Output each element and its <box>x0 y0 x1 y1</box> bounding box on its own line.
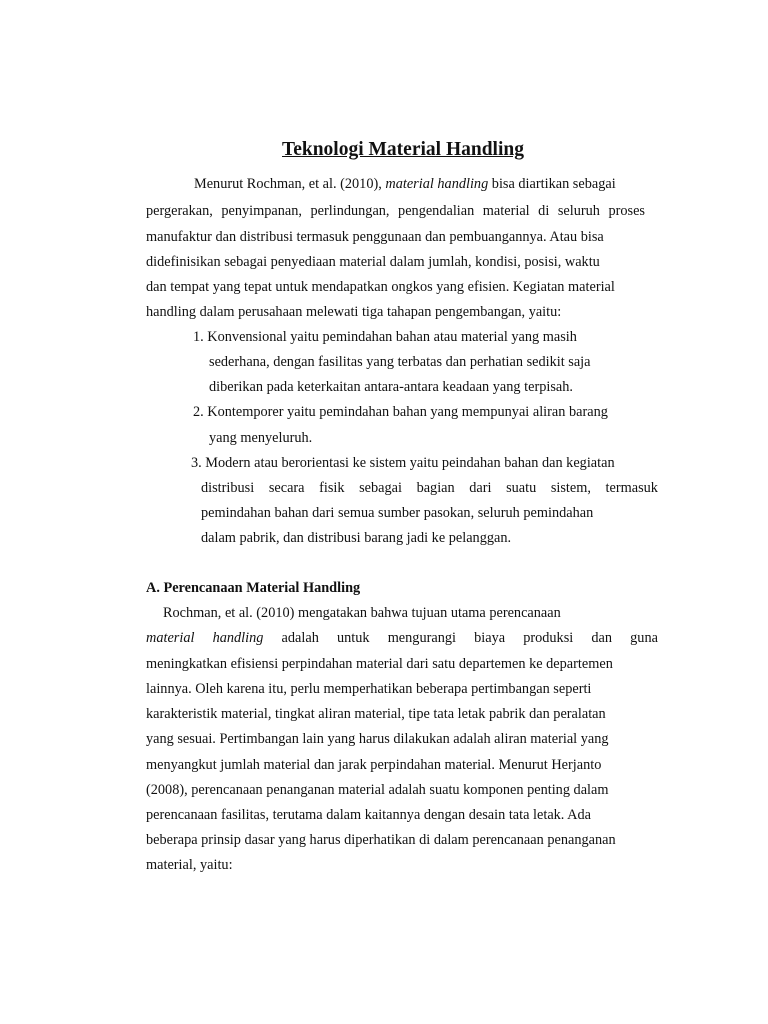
word: untuk <box>336 630 370 646</box>
section-line-5: karakteristik material, tingkat aliran material, tipe tata letak pabrik dan peralatan <box>146 706 606 722</box>
list-item-2: 2. Kontemporer yaitu pemindahan bahan yang mempunyai aliran barang <box>193 404 608 420</box>
word: termasuk <box>605 480 658 496</box>
section-line-7: menyangkut jumlah material dan jarak perpindahan material. Menurut Herjanto <box>146 757 602 773</box>
list-item-3-cont: dalam pabrik, dan distribusi barang jadi ke pelanggan. <box>201 530 512 546</box>
section-line-10: beberapa prinsip dasar yang harus diperhatikan di dalam perencanaan penanganan <box>146 832 616 848</box>
list-item-2-cont: yang menyeluruh. <box>209 430 313 446</box>
word: seluruh <box>557 203 600 219</box>
word: distribusi <box>201 480 255 496</box>
word: proses <box>608 203 645 219</box>
word: fisik <box>319 480 345 496</box>
word: bagian <box>416 480 455 496</box>
intro-line-5: dan tempat yang tepat untuk mendapatkan ongkos yang efisien. Kegiatan material <box>146 279 615 295</box>
word: pergerakan, <box>146 203 213 219</box>
section-line-1: Rochman, et al. (2010) mengatakan bahwa tujuan utama perencanaan <box>163 605 561 621</box>
word: dan <box>591 630 613 646</box>
word: adalah <box>281 630 319 646</box>
section-line-2-justified <box>146 628 658 648</box>
list-item-3-cont: pemindahan bahan dari semua sumber pasokan, seluruh pemindahan <box>201 505 594 521</box>
word: secara <box>268 480 305 496</box>
section-line-4: lainnya. Oleh karena itu, perlu memperhatikan beberapa pertimbangan seperti <box>146 681 592 697</box>
list-item-1: 1. Konvensional yaitu pemindahan bahan atau material yang masih <box>193 329 577 345</box>
italic-term: material handling <box>385 176 489 192</box>
intro-line-3: manufaktur dan distribusi termasuk penggunaan dan pembuangannya. Atau bisa <box>146 229 604 245</box>
intro-line-6: handling dalam perusahaan melewati tiga tahapan pengembangan, yaitu: <box>146 304 562 320</box>
italic-word: material <box>146 630 195 646</box>
word: material <box>482 203 530 219</box>
list-item-1-cont: sederhana, dengan fasilitas yang terbatas dan perhatian sedikit saja <box>209 354 591 370</box>
intro-text: Menurut Rochman, et al. (2010), <box>194 176 386 192</box>
intro-line-1 <box>194 174 616 194</box>
word: produksi <box>523 630 574 646</box>
italic-word: handling <box>212 630 264 646</box>
list-item-3-justified <box>201 478 658 498</box>
list-item-3: 3. Modern atau berorientasi ke sistem yaitu peindahan bahan dan kegiatan <box>191 455 615 471</box>
section-heading: A. Perencanaan Material Handling <box>146 580 361 596</box>
page-title: Teknologi Material Handling <box>282 139 524 160</box>
word: dari <box>469 480 492 496</box>
word: di <box>538 203 550 219</box>
intro-text: bisa diartikan sebagai <box>488 176 616 192</box>
section-line-3: meningkatkan efisiensi perpindahan material dari satu departemen ke departemen <box>146 656 613 672</box>
list-item-1-cont: diberikan pada keterkaitan antara-antara keadaan yang terpisah. <box>209 379 573 395</box>
section-line-11: material, yaitu: <box>146 857 233 873</box>
word: mengurangi <box>387 630 456 646</box>
word: penyimpanan, <box>221 203 302 219</box>
section-line-9: perencanaan fasilitas, terutama dalam kaitannya dengan desain tata letak. Ada <box>146 807 591 823</box>
word: sebagai <box>359 480 402 496</box>
intro-line-2 <box>146 201 645 221</box>
word: pengendalian <box>398 203 475 219</box>
word: biaya <box>474 630 506 646</box>
word: sistem, <box>550 480 591 496</box>
word: suatu <box>506 480 537 496</box>
section-line-8: (2008), perencanaan penanganan material adalah suatu komponen penting dalam <box>146 782 609 798</box>
section-line-6: yang sesuai. Pertimbangan lain yang harus dilakukan adalah aliran material yang <box>146 731 609 747</box>
word: guna <box>630 630 658 646</box>
intro-line-4: didefinisikan sebagai penyediaan material dalam jumlah, kondisi, posisi, waktu <box>146 254 600 270</box>
word: perlindungan, <box>310 203 390 219</box>
